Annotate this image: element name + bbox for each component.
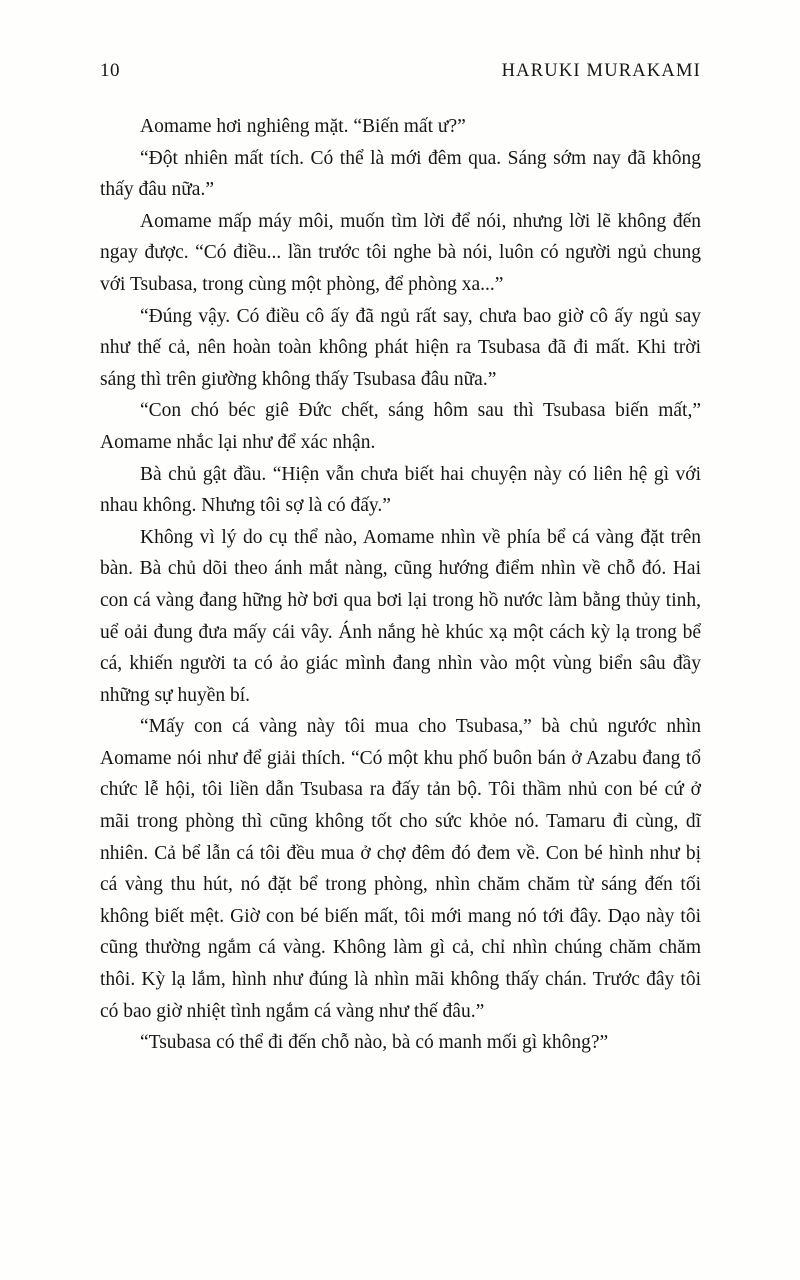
paragraph: Bà chủ gật đầu. “Hiện vẫn chưa biết hai chuyện này có liên hệ gì với nhau không. Nhưng tôi sợ là có đấy.” xyxy=(100,463,701,517)
paragraph: “Đột nhiên mất tích. Có thể là mới đêm qua. Sáng sớm nay đã không thấy đâu nữa.” xyxy=(100,147,701,201)
running-head-author: HARUKI MURAKAMI xyxy=(501,61,701,81)
paragraph: “Tsubasa có thể đi đến chỗ nào, bà có manh mối gì không?” xyxy=(140,1032,609,1054)
body-text xyxy=(100,111,701,1059)
running-header xyxy=(100,60,701,82)
paragraph: Aomame mấp máy môi, muốn tìm lời để nói, nhưng lời lẽ không đến ngay được. “Có điều... lần trước tôi nghe bà nói, luôn có người ngủ chung với Tsubasa, trong cùng một phòng, để phòng xa...” xyxy=(100,210,701,295)
page-number: 10 xyxy=(100,60,120,81)
paragraph: “Mấy con cá vàng này tôi mua cho Tsubasa,” bà chủ ngước nhìn Aomame nói như để giải thích. “Có một khu phố buôn bán ở Azabu đang tổ chức lễ hội, tôi liền dẫn Tsubasa ra đấy tản bộ. Tôi thầm nhủ con bé cứ ở mãi trong phòng thì cũng không tốt cho sức khỏe nó. Tamaru đi cùng, dĩ nhiên. Cả bể lẫn cá tôi đều mua ở chợ đêm đó đem về. Con bé hình như bị cá vàng thu hút, nó đặt bể trong phòng, nhìn chăm chăm từ sáng đến tối không biết mệt. Giờ con bé biến mất, tôi mới mang nó tới đây. Dạo này tôi cũng thường ngắm cá vàng. Không làm gì cả, chỉ nhìn chúng chăm chăm thôi. Kỳ lạ lắm, hình như đúng là nhìn mãi không thấy chán. Trước đây tôi có bao giờ nhiệt tình ngắm cá vàng như thế đâu.” xyxy=(100,716,701,1022)
paragraph: “Con chó béc giê Đức chết, sáng hôm sau thì Tsubasa biến mất,” Aomame nhắc lại như để xác nhận. xyxy=(100,400,701,453)
paragraph: Không vì lý do cụ thể nào, Aomame nhìn về phía bể cá vàng đặt trên bàn. Bà chủ dõi theo ánh mắt nàng, cũng hướng điểm nhìn về chỗ đó. Hai con cá vàng đang hững hờ bơi qua bơi lại trong hồ nước làm bằng thủy tinh, uể oải đung đưa mấy cái vây. Ánh nắng hè khúc xạ một cách kỳ lạ trong bể cá, khiến người ta có ảo giác mình đang nhìn vào một vùng biển sâu đầy những sự huyền bí. xyxy=(100,526,701,706)
paragraph: Aomame hơi nghiêng mặt. “Biến mất ư?” xyxy=(140,116,466,137)
paragraph: “Đúng vậy. Có điều cô ấy đã ngủ rất say, chưa bao giờ cô ấy ngủ say như thế cả, nên hoàn toàn không phát hiện ra Tsubasa đã đi mất. Khi trời sáng thì trên giường không thấy Tsubasa đâu nữa.” xyxy=(100,305,701,390)
